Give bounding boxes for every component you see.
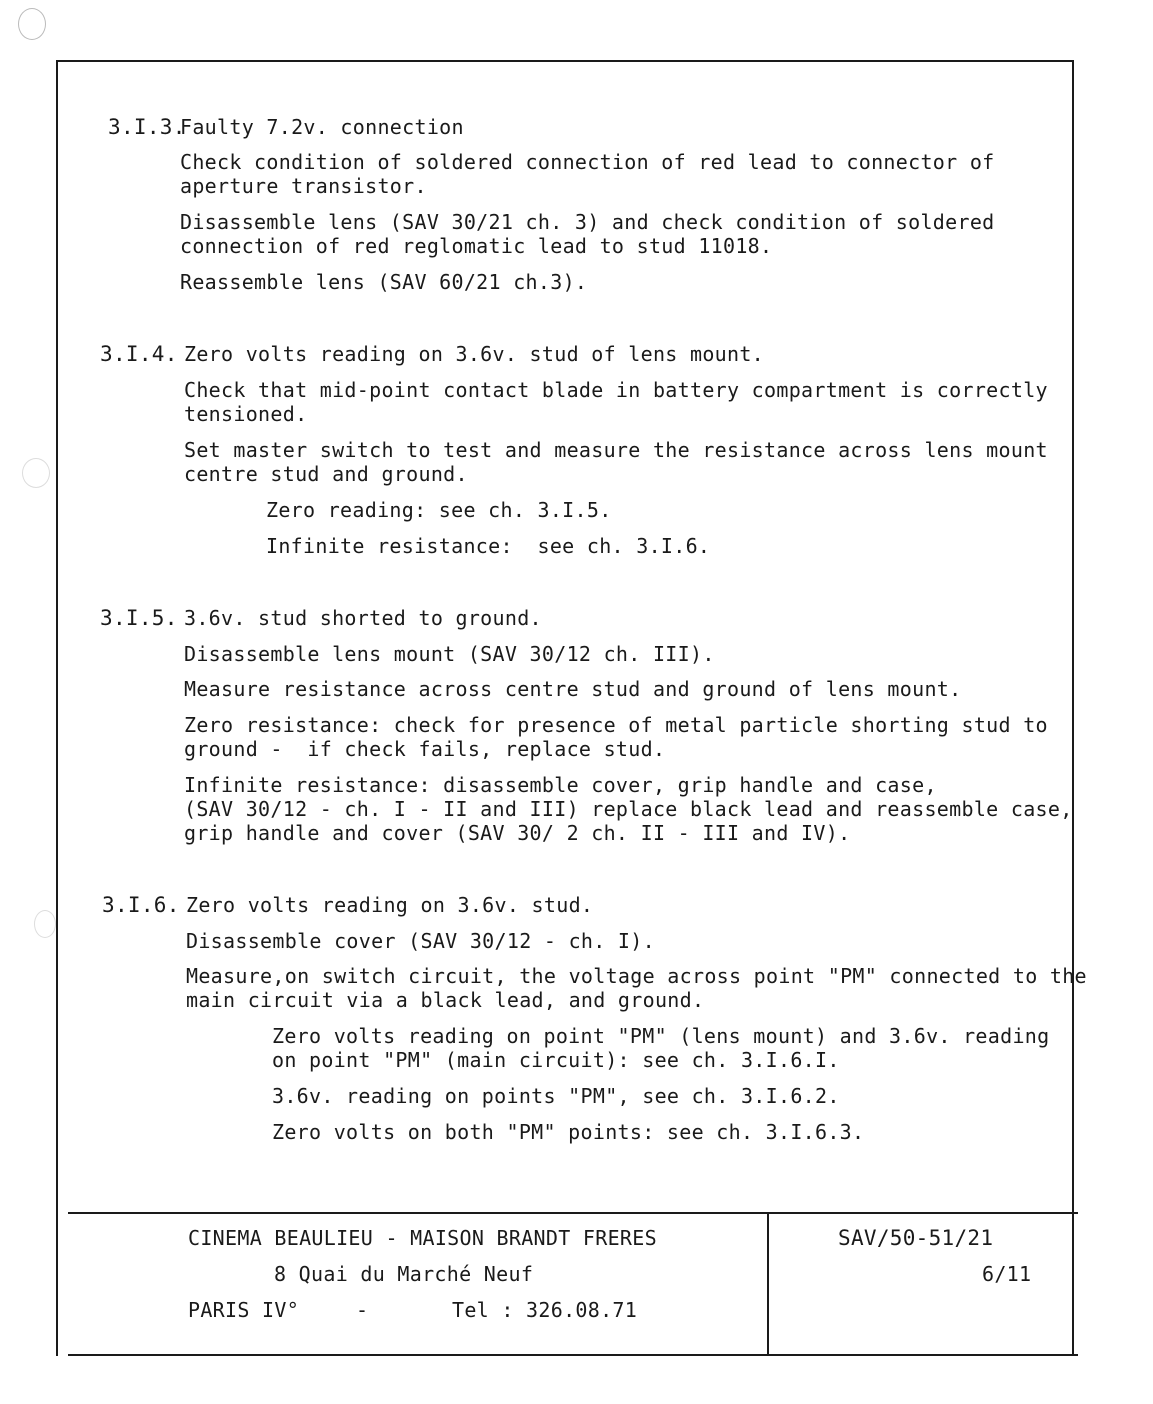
footer-divider bbox=[767, 1213, 769, 1355]
sub-item: Zero volts reading on point "PM" (lens mount) and 3.6v. reading bbox=[272, 1024, 1050, 1048]
paragraph-line: Reassemble lens (SAV 60/21 ch.3). bbox=[180, 270, 588, 294]
paragraph-line: tensioned. bbox=[184, 402, 308, 426]
sub-item: Infinite resistance: see ch. 3.I.6. bbox=[266, 534, 711, 558]
paragraph-line: centre stud and ground. bbox=[184, 462, 468, 486]
paragraph-line: Infinite resistance: disassemble cover, grip handle and case, bbox=[184, 773, 937, 797]
paragraph-line: Set master switch to test and measure the resistance across lens mount bbox=[184, 438, 1048, 462]
punch-hole-icon bbox=[18, 8, 46, 40]
paragraph-line: (SAV 30/12 - ch. I - II and III) replace black lead and reassemble case, bbox=[184, 797, 1073, 821]
paragraph-line: main circuit via a black lead, and ground. bbox=[186, 988, 705, 1012]
paragraph-line: Measure resistance across centre stud and ground of lens mount. bbox=[184, 677, 962, 701]
sub-item: 3.6v. reading on points "PM", see ch. 3.I.6.2. bbox=[272, 1084, 840, 1108]
section-title: 3.6v. stud shorted to ground. bbox=[184, 606, 542, 630]
paragraph-line: Zero resistance: check for presence of metal particle shorting stud to bbox=[184, 713, 1048, 737]
paragraph-line: Disassemble lens mount (SAV 30/12 ch. III). bbox=[184, 642, 715, 666]
footer-reference: SAV/50-51/21 bbox=[838, 1226, 994, 1250]
footer-rule bbox=[68, 1212, 1078, 1214]
paragraph-line: Check that mid-point contact blade in battery compartment is correctly bbox=[184, 378, 1048, 402]
sub-item: Zero volts on both "PM" points: see ch. 3.I.6.3. bbox=[272, 1120, 865, 1144]
footer-city: PARIS IV° bbox=[188, 1298, 300, 1322]
section-title: Faulty 7.2v. connection bbox=[180, 115, 464, 139]
punch-hole-icon bbox=[22, 458, 50, 488]
section-title: Zero volts reading on 3.6v. stud. bbox=[186, 893, 594, 917]
sub-item: on point "PM" (main circuit): see ch. 3.I.6.I. bbox=[272, 1048, 840, 1072]
paragraph-line: Measure,on switch circuit, the voltage across point "PM" connected to the bbox=[186, 964, 1087, 988]
section-number: 3.I.6. bbox=[102, 893, 180, 917]
paragraph-line: ground - if check fails, replace stud. bbox=[184, 737, 666, 761]
footer-page-number: 6/11 bbox=[982, 1262, 1032, 1286]
paragraph-line: Disassemble cover (SAV 30/12 - ch. I). bbox=[186, 929, 655, 953]
paragraph-line: aperture transistor. bbox=[180, 174, 427, 198]
frame-bottom-rule bbox=[68, 1354, 1078, 1356]
punch-hole-icon bbox=[34, 910, 56, 938]
section-title: Zero volts reading on 3.6v. stud of lens mount. bbox=[184, 342, 765, 366]
section-number: 3.I.4. bbox=[100, 342, 178, 366]
footer-tel: Tel : 326.08.71 bbox=[452, 1298, 638, 1322]
footer-company: CINEMA BEAULIEU - MAISON BRANDT FRERES bbox=[188, 1226, 657, 1250]
section-number: 3.I.5. bbox=[100, 606, 178, 630]
sub-item: Zero reading: see ch. 3.I.5. bbox=[266, 498, 612, 522]
footer-address: 8 Quai du Marché Neuf bbox=[274, 1262, 534, 1286]
paragraph-line: Check condition of soldered connection of red lead to connector of bbox=[180, 150, 995, 174]
paragraph-line: grip handle and cover (SAV 30/ 2 ch. II - III and IV). bbox=[184, 821, 851, 845]
footer-dash: - bbox=[356, 1298, 369, 1322]
section-number: 3.I.3. bbox=[108, 115, 186, 139]
paragraph-line: Disassemble lens (SAV 30/21 ch. 3) and check condition of soldered bbox=[180, 210, 995, 234]
paragraph-line: connection of red reglomatic lead to stud 11018. bbox=[180, 234, 773, 258]
